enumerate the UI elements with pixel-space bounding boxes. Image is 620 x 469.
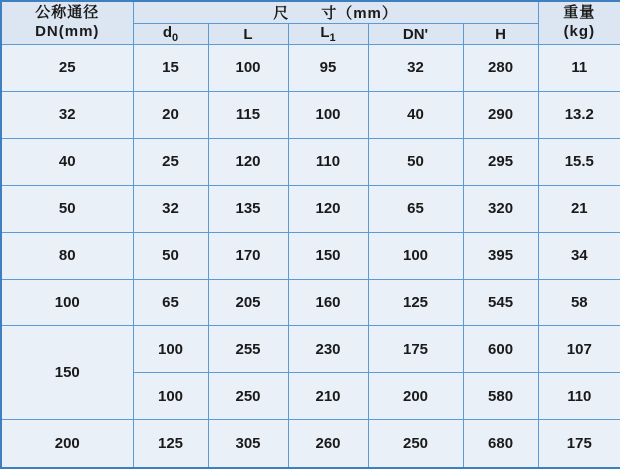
header-weight-line2: (kg) <box>563 23 596 40</box>
cell-l: 115 <box>208 91 288 138</box>
header-nominal-diameter <box>1 1 133 45</box>
cell-d0: 100 <box>133 326 208 373</box>
cell-dn: 80 <box>1 232 133 279</box>
table-row <box>1 420 620 468</box>
cell-dn: 50 <box>1 185 133 232</box>
header-dimensions-group: 尺 寸（mm） <box>133 1 538 24</box>
table-row <box>1 232 620 279</box>
cell-l: 120 <box>208 138 288 185</box>
cell-l: 135 <box>208 185 288 232</box>
header-l1-label: L <box>320 24 330 41</box>
header-d0 <box>133 24 208 45</box>
header-h: H <box>463 24 538 45</box>
cell-l1: 150 <box>288 232 368 279</box>
cell-weight: 175 <box>538 420 620 468</box>
cell-dn-prime: 50 <box>368 138 463 185</box>
cell-d0: 20 <box>133 91 208 138</box>
cell-l: 205 <box>208 279 288 326</box>
cell-weight: 15.5 <box>538 138 620 185</box>
table-row <box>1 326 620 373</box>
table-row <box>1 91 620 138</box>
cell-h: 580 <box>463 373 538 420</box>
cell-d0: 15 <box>133 45 208 92</box>
table-row <box>1 138 620 185</box>
cell-l: 255 <box>208 326 288 373</box>
cell-l1: 160 <box>288 279 368 326</box>
cell-weight: 13.2 <box>538 91 620 138</box>
cell-weight: 58 <box>538 279 620 326</box>
cell-dn-prime: 250 <box>368 420 463 468</box>
cell-h: 280 <box>463 45 538 92</box>
cell-l: 100 <box>208 45 288 92</box>
header-l1 <box>288 24 368 45</box>
cell-dn-prime: 32 <box>368 45 463 92</box>
cell-d0: 100 <box>133 373 208 420</box>
cell-dn-prime: 200 <box>368 373 463 420</box>
cell-dn: 150 <box>1 326 133 420</box>
cell-dn: 100 <box>1 279 133 326</box>
header-d0-subscript: 0 <box>172 32 179 44</box>
table-header-row-group <box>1 1 620 24</box>
header-l: L <box>208 24 288 45</box>
cell-weight: 11 <box>538 45 620 92</box>
cell-dn: 40 <box>1 138 133 185</box>
cell-d0: 32 <box>133 185 208 232</box>
header-d0-label: d <box>162 24 173 41</box>
cell-l1: 120 <box>288 185 368 232</box>
cell-dn-prime: 175 <box>368 326 463 373</box>
cell-l1: 230 <box>288 326 368 373</box>
cell-l: 250 <box>208 373 288 420</box>
cell-dn-prime: 40 <box>368 91 463 138</box>
cell-d0: 50 <box>133 232 208 279</box>
cell-h: 320 <box>463 185 538 232</box>
cell-l1: 100 <box>288 91 368 138</box>
cell-weight: 34 <box>538 232 620 279</box>
header-weight <box>538 1 620 45</box>
header-dn-prime: DN' <box>368 24 463 45</box>
cell-l1: 95 <box>288 45 368 92</box>
cell-l1: 110 <box>288 138 368 185</box>
cell-h: 600 <box>463 326 538 373</box>
header-nominal-diameter-line1: 公称通径 <box>35 4 100 22</box>
cell-weight: 107 <box>538 326 620 373</box>
cell-dn-prime: 100 <box>368 232 463 279</box>
cell-dn: 25 <box>1 45 133 92</box>
cell-dn: 32 <box>1 91 133 138</box>
cell-l1: 210 <box>288 373 368 420</box>
cell-dn-prime: 125 <box>368 279 463 326</box>
cell-d0: 25 <box>133 138 208 185</box>
header-weight-line1: 重量 <box>563 4 596 22</box>
cell-h: 295 <box>463 138 538 185</box>
cell-d0: 125 <box>133 420 208 468</box>
cell-l: 170 <box>208 232 288 279</box>
header-l1-subscript: 1 <box>329 32 336 44</box>
table-row <box>1 45 620 92</box>
cell-dn-prime: 65 <box>368 185 463 232</box>
table-row <box>1 279 620 326</box>
cell-dn: 200 <box>1 420 133 468</box>
cell-h: 545 <box>463 279 538 326</box>
cell-h: 680 <box>463 420 538 468</box>
header-nominal-diameter-line2: DN(mm) <box>35 23 100 40</box>
cell-h: 290 <box>463 91 538 138</box>
cell-l1: 260 <box>288 420 368 468</box>
table-row <box>1 185 620 232</box>
cell-weight: 21 <box>538 185 620 232</box>
cell-weight: 110 <box>538 373 620 420</box>
cell-h: 395 <box>463 232 538 279</box>
cell-l: 305 <box>208 420 288 468</box>
cell-d0: 65 <box>133 279 208 326</box>
